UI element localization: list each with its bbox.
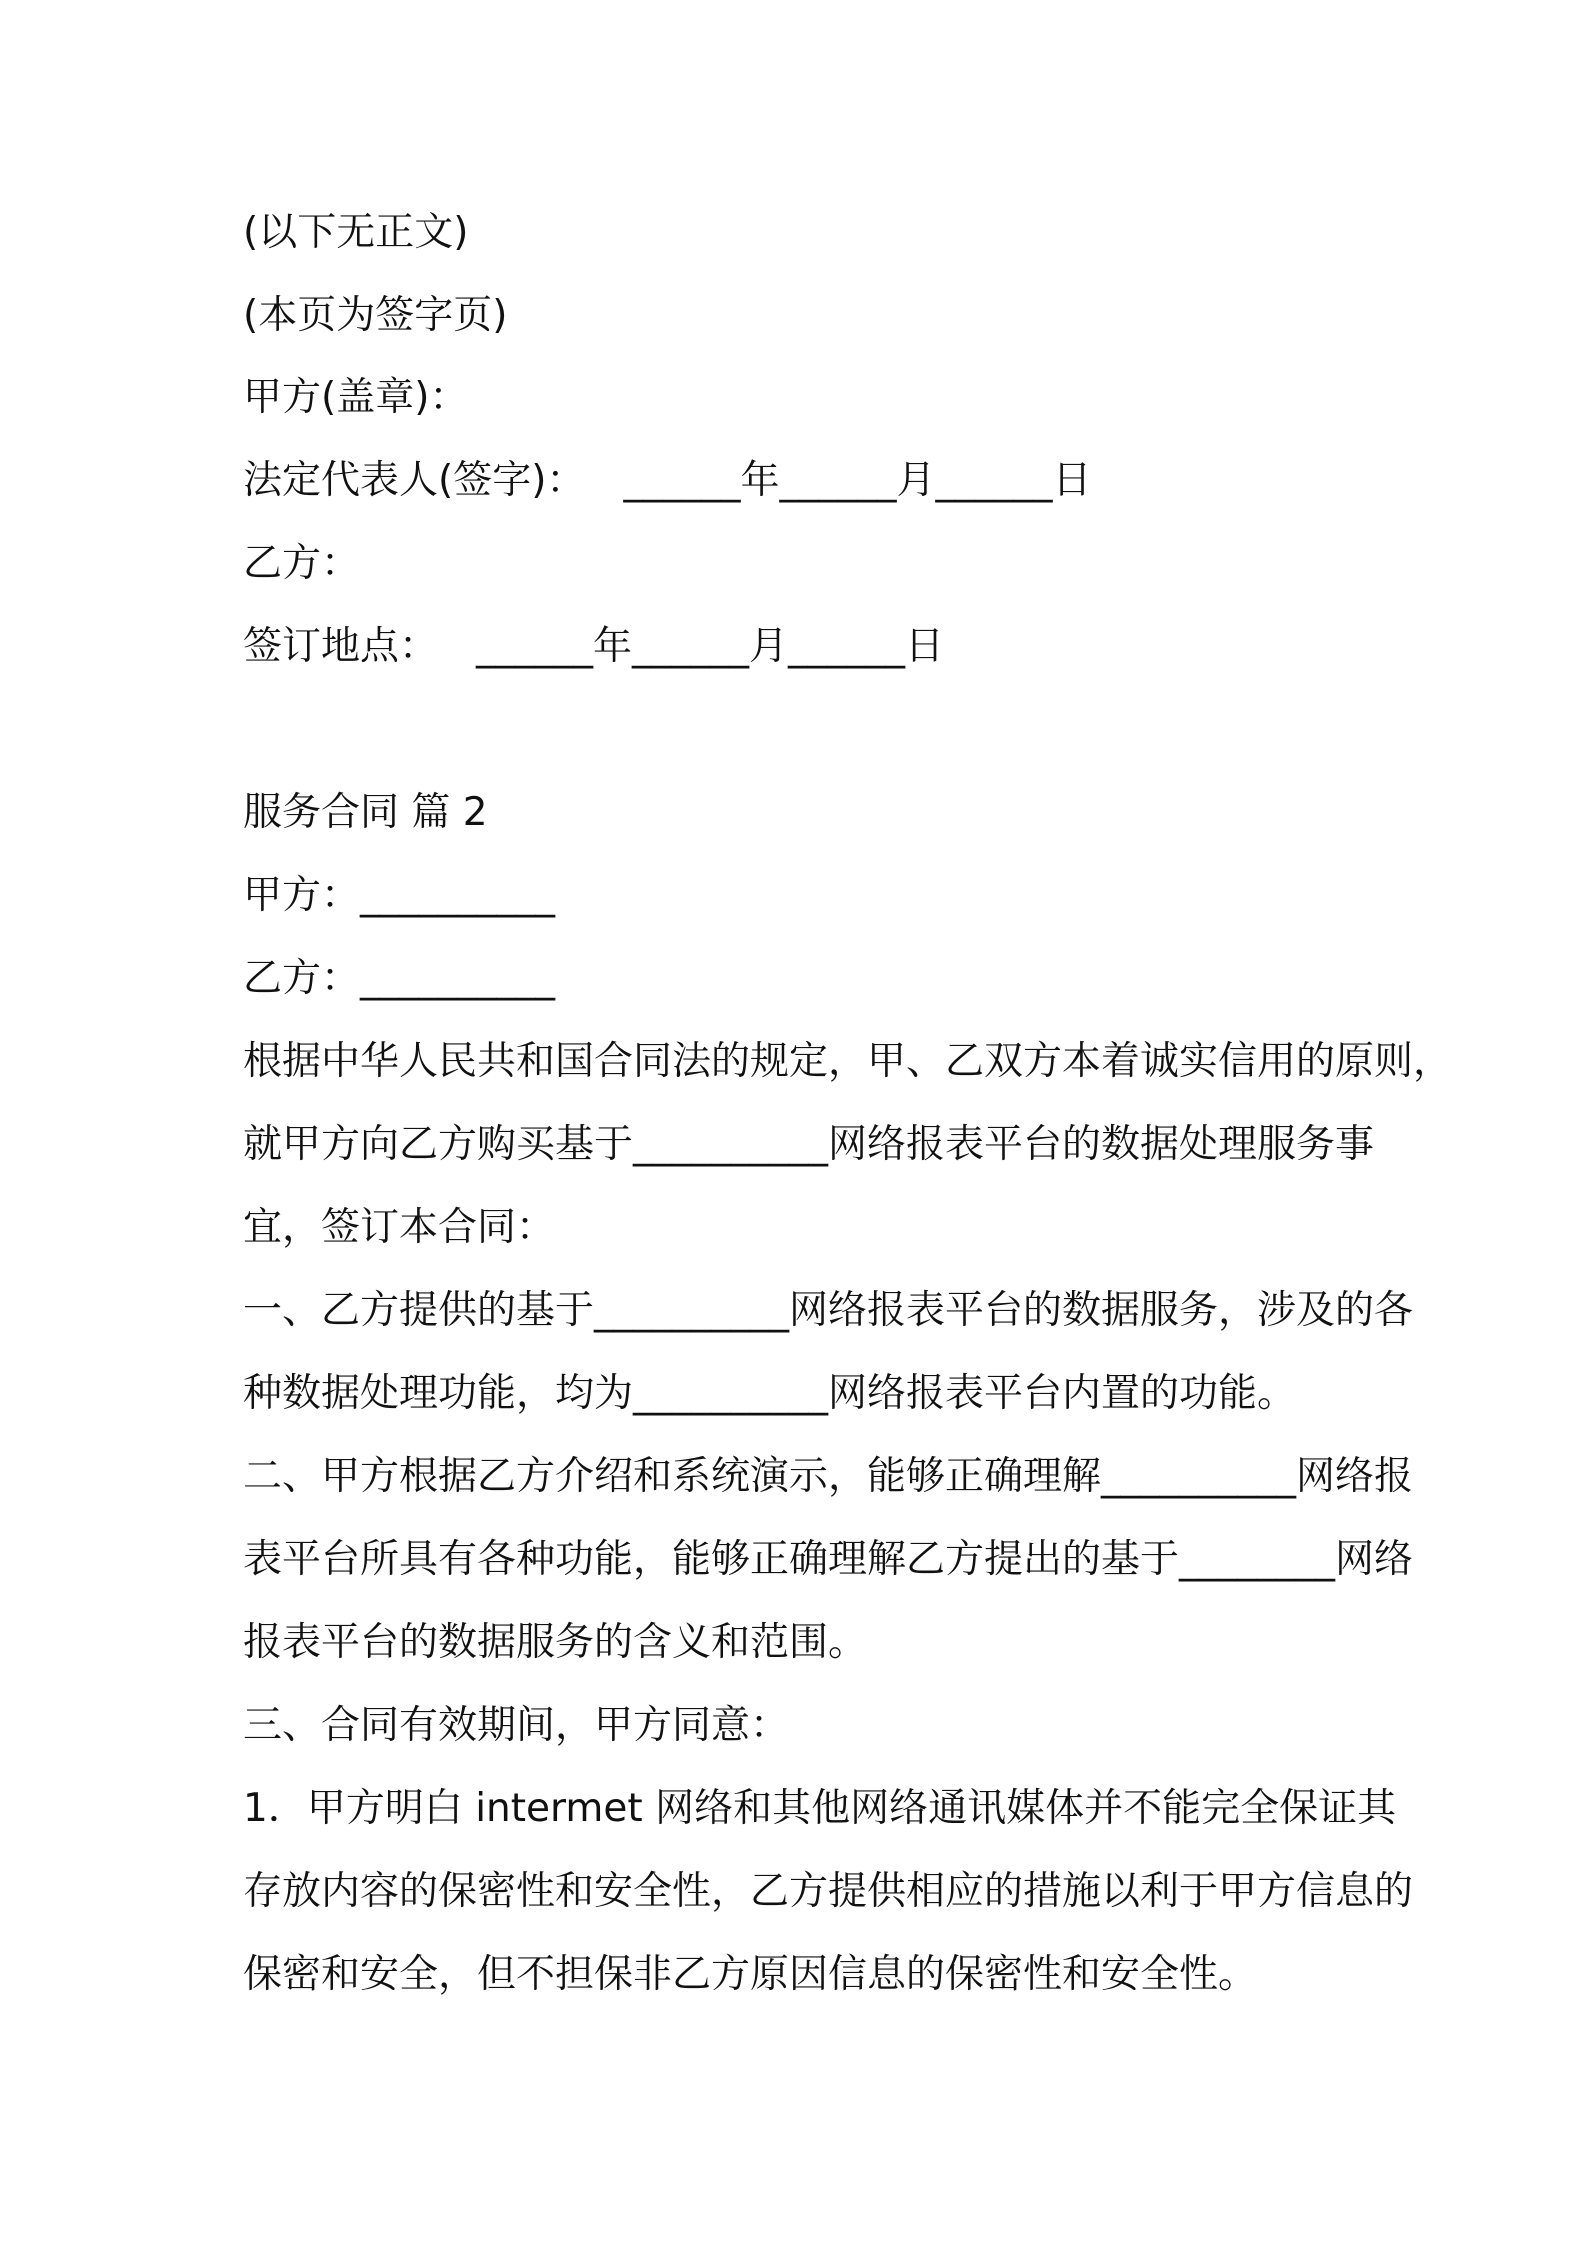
no-text-below-note: (以下无正文) <box>243 210 469 255</box>
legal-rep-label: 法定代表人(签字)： <box>243 458 586 503</box>
party-a-blank: 甲方：__________ <box>243 873 556 918</box>
signing-place-line <box>243 623 1363 671</box>
clause-3-item-1-line: 保密和安全，但不担保非乙方原因信息的保密性和安全性。 <box>243 1952 1258 1997</box>
section-title: 服务合同 篇 2 <box>243 790 488 835</box>
clause-3-heading: 三、合同有效期间，甲方同意： <box>243 1703 790 1748</box>
clause-2-line: 表平台所具有各种功能，能够正确理解乙方提出的基于________网络 <box>243 1537 1414 1582</box>
clause-1-line: 一、乙方提供的基于__________网络报表平台的数据服务，涉及的各 <box>243 1288 1414 1333</box>
clause-1-line: 种数据处理功能，均为__________网络报表平台内置的功能。 <box>243 1371 1297 1416</box>
party-a-seal-label: 甲方(盖章)： <box>243 375 469 420</box>
legal-rep-date-blank: ______年______月______日 <box>623 458 1092 503</box>
legal-rep-signature-line <box>243 457 1363 505</box>
party-b-blank: 乙方：__________ <box>243 956 556 1001</box>
clause-2-line: 二、甲方根据乙方介绍和系统演示，能够正确理解__________网络报 <box>243 1454 1414 1499</box>
clause-3-item-1-line: 存放内容的保密性和安全性，乙方提供相应的措施以利于甲方信息的 <box>243 1869 1414 1914</box>
party-b-label: 乙方： <box>243 541 361 586</box>
clause-3-item-1-line: 1．甲方明白 intermet 网络和其他网络通讯媒体并不能完全保证其 <box>243 1786 1397 1831</box>
paragraph-line: 根据中华人民共和国合同法的规定，甲、乙双方本着诚实信用的原则， <box>243 1039 1453 1084</box>
paragraph-line: 宜，签订本合同： <box>243 1205 556 1250</box>
clause-2-line: 报表平台的数据服务的含义和范围。 <box>243 1620 868 1665</box>
signing-place-date-blank: ______年______月______日 <box>476 624 945 669</box>
paragraph-line: 就甲方向乙方购买基于__________网络报表平台的数据处理服务事 <box>243 1122 1375 1167</box>
signing-place-label: 签订地点： <box>243 624 439 669</box>
signature-page-note: (本页为签字页) <box>243 293 508 338</box>
